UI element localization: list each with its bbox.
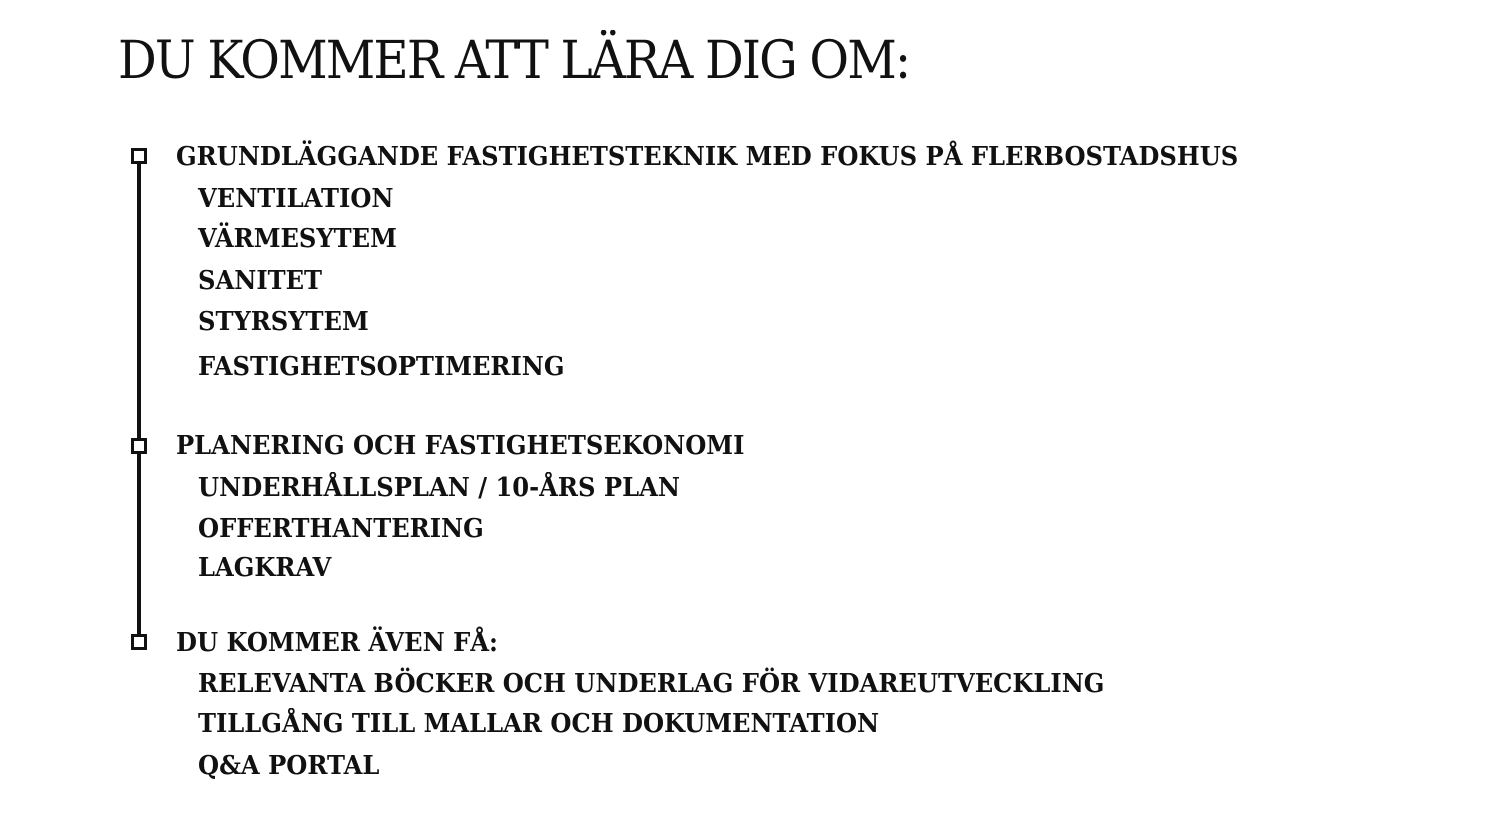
list-item: STYRSYTEM <box>198 307 369 337</box>
list-item: VENTILATION <box>198 184 394 214</box>
list-item: LAGKRAV <box>198 553 332 583</box>
list-item: FASTIGHETSOPTIMERING <box>198 352 565 382</box>
list-item: VÄRMESYTEM <box>198 224 397 254</box>
timeline-marker-1 <box>131 148 147 164</box>
page-title: DU KOMMER ATT LÄRA DIG OM: <box>118 31 910 91</box>
section-heading-du-kommer-aven-fa: DU KOMMER ÄVEN FÅ: <box>176 628 498 658</box>
list-item: SANITET <box>198 266 323 296</box>
timeline-line <box>137 157 141 643</box>
list-item: TILLGÅNG TILL MALLAR OCH DOKUMENTATION <box>198 709 880 739</box>
section-heading-fastighetsteknik: GRUNDLÄGGANDE FASTIGHETSTEKNIK MED FOKUS PÅ FLERBOSTADSHUS <box>176 142 1239 172</box>
section-heading-planering: PLANERING OCH FASTIGHETSEKONOMI <box>176 431 745 461</box>
list-item: UNDERHÅLLSPLAN / 10-ÅRS PLAN <box>198 473 680 503</box>
timeline-marker-2 <box>131 438 147 454</box>
timeline-marker-3 <box>131 634 147 650</box>
list-item: OFFERTHANTERING <box>198 514 484 544</box>
list-item: Q&A PORTAL <box>198 751 380 781</box>
list-item: RELEVANTA BÖCKER OCH UNDERLAG FÖR VIDAREUTVECKLING <box>198 669 1105 699</box>
